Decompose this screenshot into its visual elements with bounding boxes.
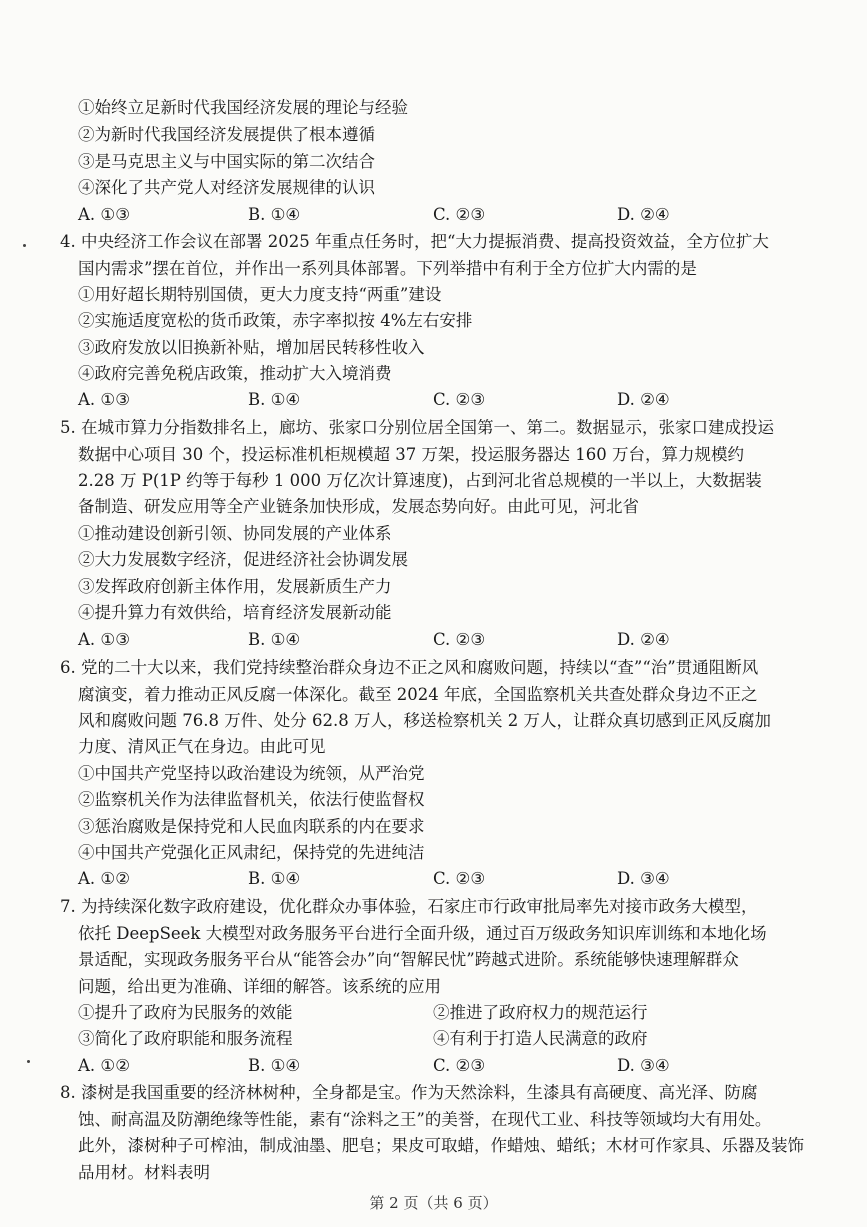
q4-stem-line-1: 4. 中央经济工作会议在部署 2025 年重点任务时，把“大力提振消费、提高投资效益，全方位扩大 — [60, 232, 769, 251]
q6-option-a: A. ①② — [78, 869, 130, 888]
q7-statement-1: ①提升了政府为民服务的效能 — [78, 1003, 293, 1022]
scan-dot — [23, 244, 26, 247]
page-footer: 第 2 页（共 6 页） — [369, 1194, 498, 1212]
q5-stem-line-1: 5. 在城市算力分指数排名上，廊坊、张家口分别位居全国第一、第二。数据显示，张家口建成投运 — [60, 418, 774, 437]
q4-option-b: B. ①④ — [248, 390, 301, 409]
q4-stem-line-2: 国内需求”摆在首位，并作出一系列具体部署。下列举措中有利于全方位扩大内需的是 — [78, 259, 697, 278]
q5-statement-1: ①推动建设创新引领、协同发展的产业体系 — [78, 524, 392, 543]
q5-statement-3: ③发挥政府创新主体作用，发展新质生产力 — [78, 577, 392, 596]
q7-option-c: C. ②③ — [433, 1056, 486, 1075]
q3-statement-3: ③是马克思主义与中国实际的第二次结合 — [78, 152, 375, 171]
q5-stem-line-2: 数据中心项目 30 个，投运标准机柜规模超 37 万架，投运服务器达 160 万台，算力规模约 — [78, 445, 744, 464]
scan-dot — [27, 1060, 30, 1063]
q5-stem-line-3: 2.28 万 P(1P 约等于每秒 1 000 万亿次计算速度)，占到河北省总规模的一半以上，大数据装 — [78, 471, 762, 490]
q7-stem-line-1: 7. 为持续深化数字政府建设，优化群众办事体验，石家庄市行政审批局率先对接市政务大模型， — [60, 897, 758, 916]
q6-stem-line-2: 腐演变，着力推动正风反腐一体深化。截至 2024 年底，全国监察机关共查处群众身边不正之 — [78, 685, 758, 704]
q7-option-d: D. ③④ — [617, 1056, 670, 1075]
q6-statement-4: ④中国共产党强化正风肃纪，保持党的先进纯洁 — [78, 843, 425, 862]
q5-stem-line-4: 备制造、研发应用等全产业链条加快形成，发展态势向好。由此可见，河北省 — [78, 497, 639, 516]
q7-statement-4: ④有利于打造人民满意的政府 — [433, 1029, 648, 1048]
q4-statement-3: ③政府发放以旧换新补贴，增加居民转移性收入 — [78, 338, 425, 357]
q8-stem-line-4: 品用材。材料表明 — [78, 1163, 210, 1182]
q4-option-d: D. ②④ — [617, 390, 670, 409]
q6-option-d: D. ③④ — [617, 869, 670, 888]
q3-statement-1: ①始终立足新时代我国经济发展的理论与经验 — [78, 98, 408, 117]
q8-stem-line-3: 此外，漆树种子可榨油，制成油墨、肥皂；果皮可取蜡，作蜡烛、蜡纸；木材可作家具、乐器及装饰 — [78, 1136, 804, 1155]
q6-stem-line-3: 风和腐败问题 76.8 万件、处分 62.8 万人，移送检察机关 2 万人，让群众真切感到正风反腐加 — [78, 711, 771, 730]
q5-option-d: D. ②④ — [617, 630, 670, 649]
q4-statement-4: ④政府完善免税店政策，推动扩大入境消费 — [78, 364, 392, 383]
q5-option-c: C. ②③ — [433, 630, 486, 649]
q7-option-b: B. ①④ — [248, 1056, 301, 1075]
q3-option-a: A. ①③ — [78, 205, 130, 224]
q7-statement-3: ③简化了政府职能和服务流程 — [78, 1029, 293, 1048]
q7-stem-line-2: 依托 DeepSeek 大模型对政务服务平台进行全面升级，通过百万级政务知识库训练和本地化场 — [78, 924, 767, 943]
q3-option-d: D. ②④ — [617, 205, 670, 224]
q5-option-b: B. ①④ — [248, 630, 301, 649]
q6-stem-line-1: 6. 党的二十大以来，我们党持续整治群众身边不正之风和腐败问题，持续以“查”“治”贯通阻断风 — [60, 658, 759, 677]
q3-statement-4: ④深化了共产党人对经济发展规律的认识 — [78, 178, 375, 197]
q6-option-c: C. ②③ — [433, 869, 486, 888]
q6-option-b: B. ①④ — [248, 869, 301, 888]
q3-statement-2: ②为新时代我国经济发展提供了根本遵循 — [78, 125, 375, 144]
q7-statement-2: ②推进了政府权力的规范运行 — [433, 1003, 648, 1022]
q7-stem-line-4: 问题，给出更为准确、详细的解答。该系统的应用 — [78, 977, 441, 996]
q4-statement-2: ②实施适度宽松的货币政策，赤字率拟按 4%左右安排 — [78, 311, 473, 330]
q3-option-b: B. ①④ — [248, 205, 301, 224]
q5-option-a: A. ①③ — [78, 630, 130, 649]
q4-option-a: A. ①③ — [78, 390, 130, 409]
q7-option-a: A. ①② — [78, 1056, 130, 1075]
q8-stem-line-2: 蚀、耐高温及防潮绝缘等性能，素有“涂料之王”的美誉，在现代工业、科技等领域均大有用处。 — [78, 1110, 772, 1129]
q7-stem-line-3: 景适配，实现政务服务平台从“能答会办”向“智解民忧”跨越式进阶。系统能够快速理解群众 — [78, 950, 739, 969]
q4-option-c: C. ②③ — [433, 390, 486, 409]
q5-statement-4: ④提升算力有效供给，培育经济发展新动能 — [78, 603, 392, 622]
q8-stem-line-1: 8. 漆树是我国重要的经济林树种，全身都是宝。作为天然涂料，生漆具有高硬度、高光泽、防腐 — [60, 1083, 758, 1102]
q6-stem-line-4: 力度、清风正气在身边。由此可见 — [78, 737, 326, 756]
q5-statement-2: ②大力发展数字经济，促进经济社会协调发展 — [78, 550, 408, 569]
q6-statement-2: ②监察机关作为法律监督机关，依法行使监督权 — [78, 790, 425, 809]
q6-statement-1: ①中国共产党坚持以政治建设为统领，从严治党 — [78, 764, 425, 783]
q4-statement-1: ①用好超长期特别国债，更大力度支持“两重”建设 — [78, 285, 442, 304]
q6-statement-3: ③惩治腐败是保持党和人民血肉联系的内在要求 — [78, 817, 425, 836]
q3-option-c: C. ②③ — [433, 205, 486, 224]
